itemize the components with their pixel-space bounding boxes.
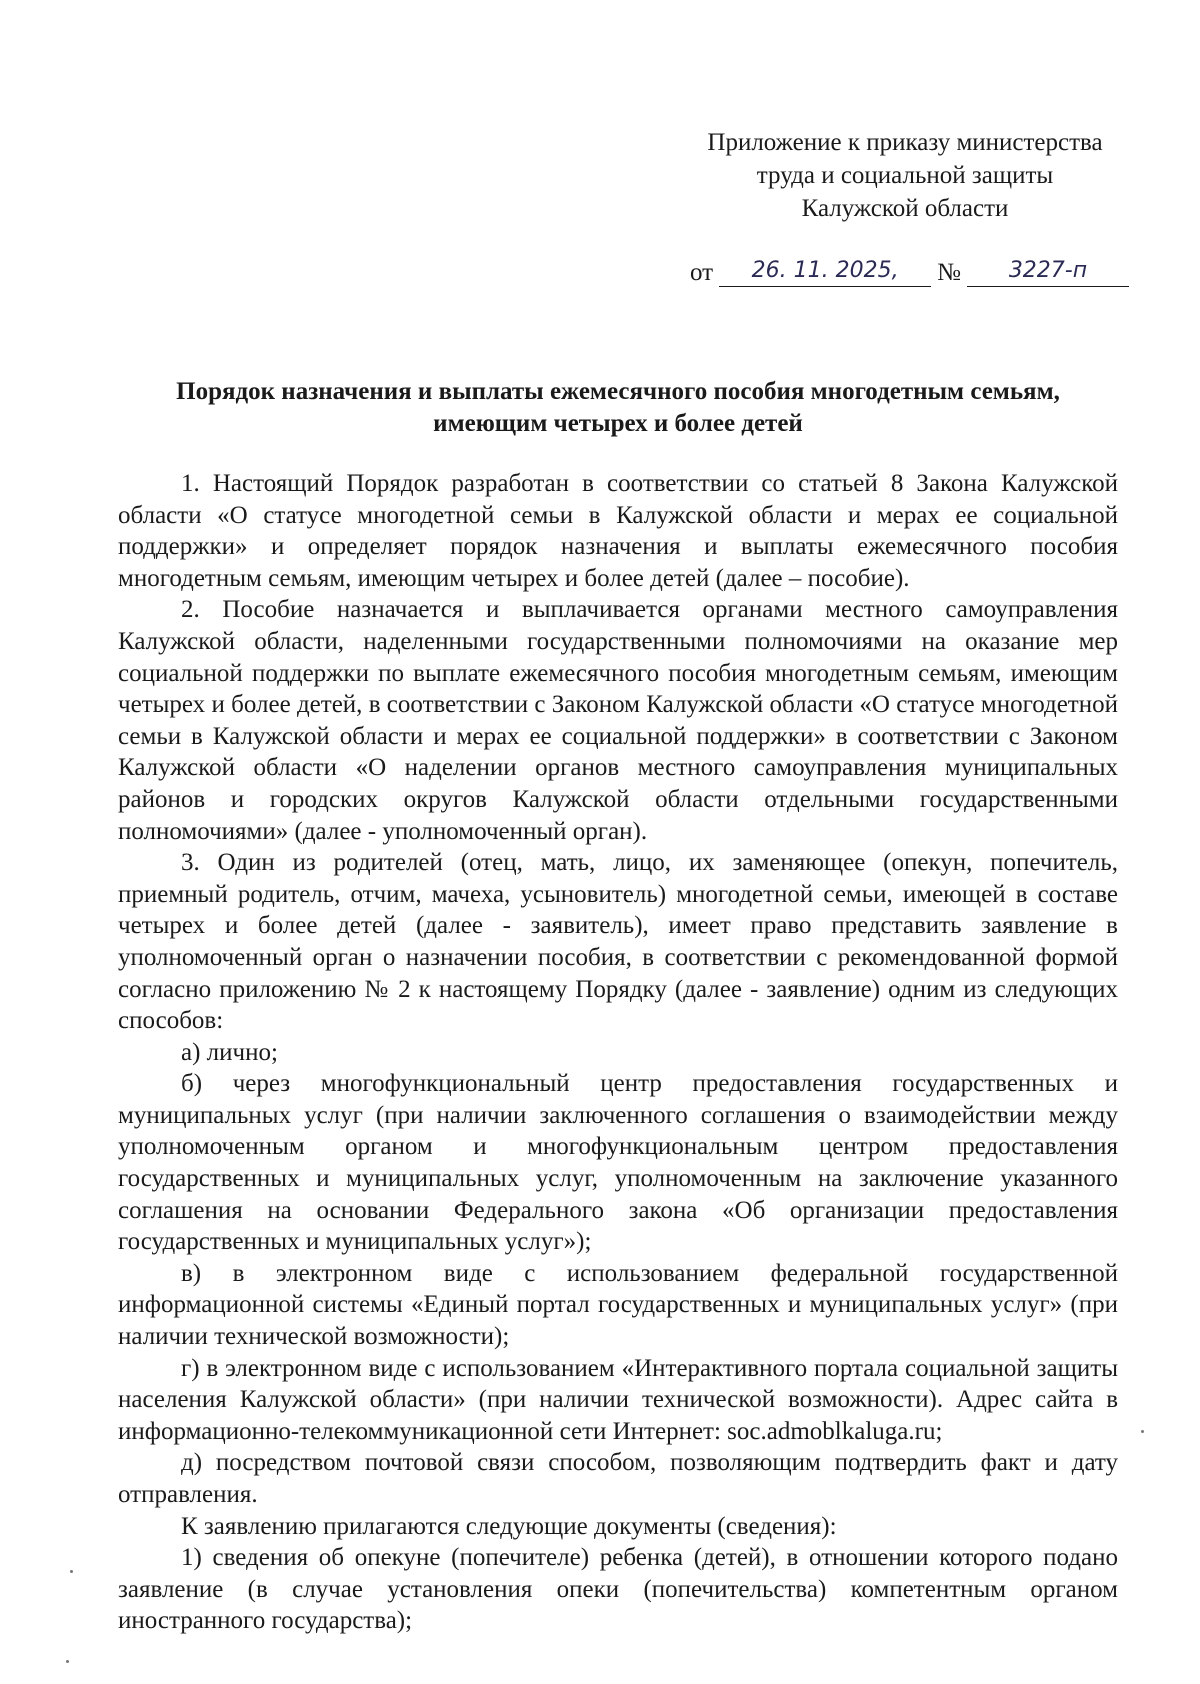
paragraph: б) через многофункциональный центр предоставления государственных и муниципальных услуг (при наличии заключенного соглашения о взаимодействии между уполномоченным органом и многофункциональным центром предоставления государственных и муниципальных услуг, уполномоченным на заключение указанного соглашения на основании Федерального закона «Об организации предоставления государственных и муниципальных услуг»); xyxy=(118,1070,1118,1256)
document-title-line: Порядок назначения и выплаты ежемесячного пособия многодетным семьям, xyxy=(176,378,1060,405)
order-number-handwritten: 3227-п xyxy=(967,258,1129,287)
document-title xyxy=(118,376,1118,440)
scan-artifact xyxy=(1141,1430,1144,1433)
paragraph: в) в электронном виде с использованием федеральной государственной информационной системы «Единый портал государственных и муниципальных услуг» (при наличии технической возможности); xyxy=(118,1259,1118,1351)
appendix-header-line: Калужской области xyxy=(801,195,1009,222)
paragraph: 3. Один из родителей (отец, мать, лицо, их заменяющее (опекун, попечитель, приемный родитель, отчим, мачеха, усыновитель) многодетной семьи, имеющей в составе четырех и более детей (далее - заявитель), имеет право представить заявление в уполномоченный орган о назначении пособия, в соответствии с рекомендованной формой согласно приложению № 2 к настоящему Порядку (далее - заявление) одним из следующих способов: xyxy=(118,849,1118,1035)
order-reference xyxy=(690,258,1129,287)
order-number-sign: № xyxy=(937,259,961,286)
paragraph: 1. Настоящий Порядок разработан в соответствии со статьей 8 Закона Калужской области «О статусе многодетной семьи в Калужской области и мерах ее социальной поддержки» и определяет порядок назначения и выплаты ежемесячного пособия многодетным семьям, имеющим четырех и более детей (далее – пособие). xyxy=(118,470,1118,592)
scan-artifact xyxy=(70,1570,73,1573)
paragraph: К заявлению прилагаются следующие документы (сведения): xyxy=(181,1512,837,1540)
order-prefix: от xyxy=(690,259,714,286)
paragraph: г) в электронном виде с использованием «Интерактивного портала социальной защиты населения Калужской области» (при наличии технической возможности). Адрес сайта в информационно-телекоммуникационной сети Интернет: soc.admoblkaluga.ru; xyxy=(118,1354,1118,1445)
document-title-line: имеющим четырех и более детей xyxy=(433,410,803,437)
paragraph: 2. Пособие назначается и выплачивается органами местного самоуправления Калужской области, наделенными государственными полномочиями на оказание мер социальной поддержки по выплате ежемесячного пособия многодетным семьям, имеющим четырех и более детей, в соответствии с Законом Калужской области «О статусе многодетной семьи в Калужской области и мерах ее социальной поддержки» в соответствии с Законом Калужской области «О наделении органов местного самоуправления муниципальных районов и городских округов Калужской области отдельными государственными полномочиями» (далее - уполномоченный орган). xyxy=(118,596,1118,845)
paragraph: а) лично; xyxy=(181,1038,278,1066)
paragraph: д) посредством почтовой связи способом, позволяющим подтвердить факт и дату отправления. xyxy=(118,1449,1118,1508)
order-date-handwritten: 26. 11. 2025, xyxy=(719,258,931,287)
appendix-header xyxy=(680,126,1130,225)
appendix-header-line: труда и социальной защиты xyxy=(756,162,1054,189)
document-body xyxy=(118,468,1118,1637)
appendix-header-line: Приложение к приказу министерства xyxy=(707,129,1103,156)
scan-artifact xyxy=(66,1660,69,1663)
paragraph: 1) сведения об опекуне (попечителе) ребенка (детей), в отношении которого подано заявление (в случае установления опеки (попечительства) компетентным органом иностранного государства); xyxy=(118,1544,1118,1635)
